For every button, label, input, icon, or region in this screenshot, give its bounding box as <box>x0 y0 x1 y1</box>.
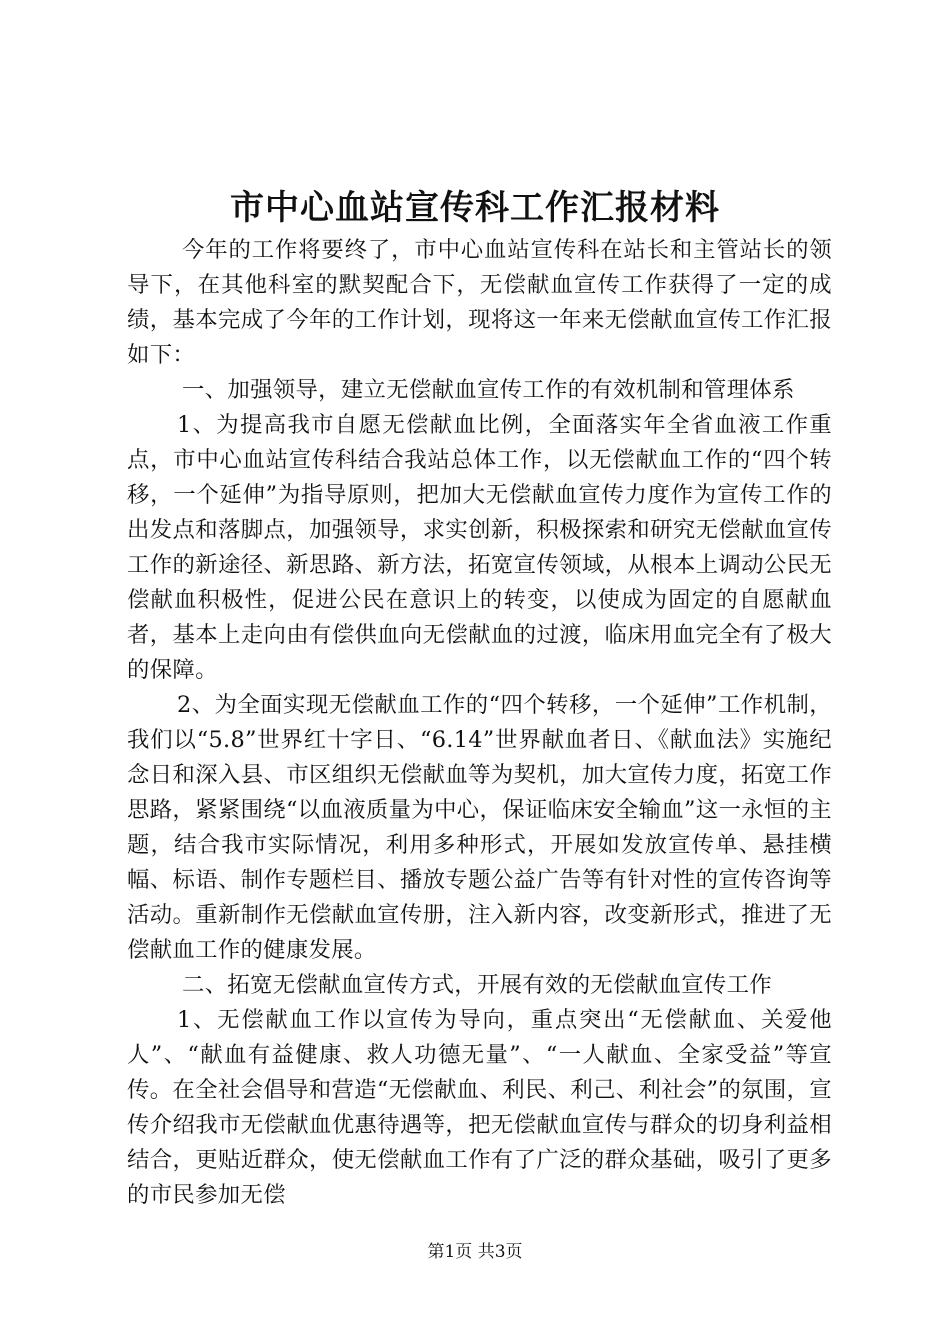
section-1-item-1: 1、为提高我市自愿无偿献血比例，全面落实年全省血液工作重点，市中心血站宣传科结合我站总体工作，以无偿献血工作的“四个转移，一个延伸”为指导原则，把加大无偿献血宣传力度作为宣传工作的出发点和落脚点，加强领导，求实创新，积极探索和研究无偿献血宣传工作的新途径、新思路、新方法，拓宽宣传领域，从根本上调动公民无偿献血积极性，促进公民在意识上的转变，以使成为固定的自愿献血者，基本上走向由有偿供血向无偿献血的过渡，临床用血完全有了极大的保障。 <box>127 412 832 683</box>
section-2-item-1: 1、无偿献血工作以宣传为导向，重点突出“无偿献血、关爱他人”、“献血有益健康、救人功德无量”、“一人献血、全家受益”等宣传。在全社会倡导和营造“无偿献血、利民、利己、利社会”的氛围，宣传介绍我市无偿献血优惠待遇等，把无偿献血宣传与群众的切身利益相结合，更贴近群众，使无偿献血工作有了广泛的群众基础，吸引了更多的市民参加无偿 <box>127 1007 832 1208</box>
section-1-item-2: 2、为全面实现无偿献血工作的“四个转移，一个延伸”工作机制，我们以“5.8”世界红十字日、“6.14”世界献血者日、《献血法》实施纪念日和深入县、市区组织无偿献血等为契机，加大宣传力度，拓宽工作思路，紧紧围绕“以血液质量为中心，保证临床安全输血”这一永恒的主题，结合我市实际情况，利用多种形式，开展如发放宣传单、悬挂横幅、标语、制作专题栏目、播放专题公益广告等有针对性的宣传咨询等活动。重新制作无偿献血宣传册，注入新内容，改变新形式，推进了无偿献血工作的健康发展。 <box>127 692 832 963</box>
intro-paragraph: 今年的工作将要终了，市中心血站宣传科在站长和主管站长的领导下，在其他科室的默契配合下，无偿献血宣传工作获得了一定的成绩，基本完成了今年的工作计划，现将这一年来无偿献血宣传工作汇报如下： <box>127 237 832 368</box>
section-heading-1: 一、加强领导，建立无偿献血宣传工作的有效机制和管理体系 <box>182 377 795 403</box>
document-body <box>127 233 832 1213</box>
document-title: 市中心血站宣传科工作汇报材料 <box>230 188 720 228</box>
page-footer: 第1页 共3页 <box>427 1242 523 1262</box>
section-heading-2: 二、拓宽无偿献血宣传方式，开展有效的无偿献血宣传工作 <box>182 972 772 998</box>
